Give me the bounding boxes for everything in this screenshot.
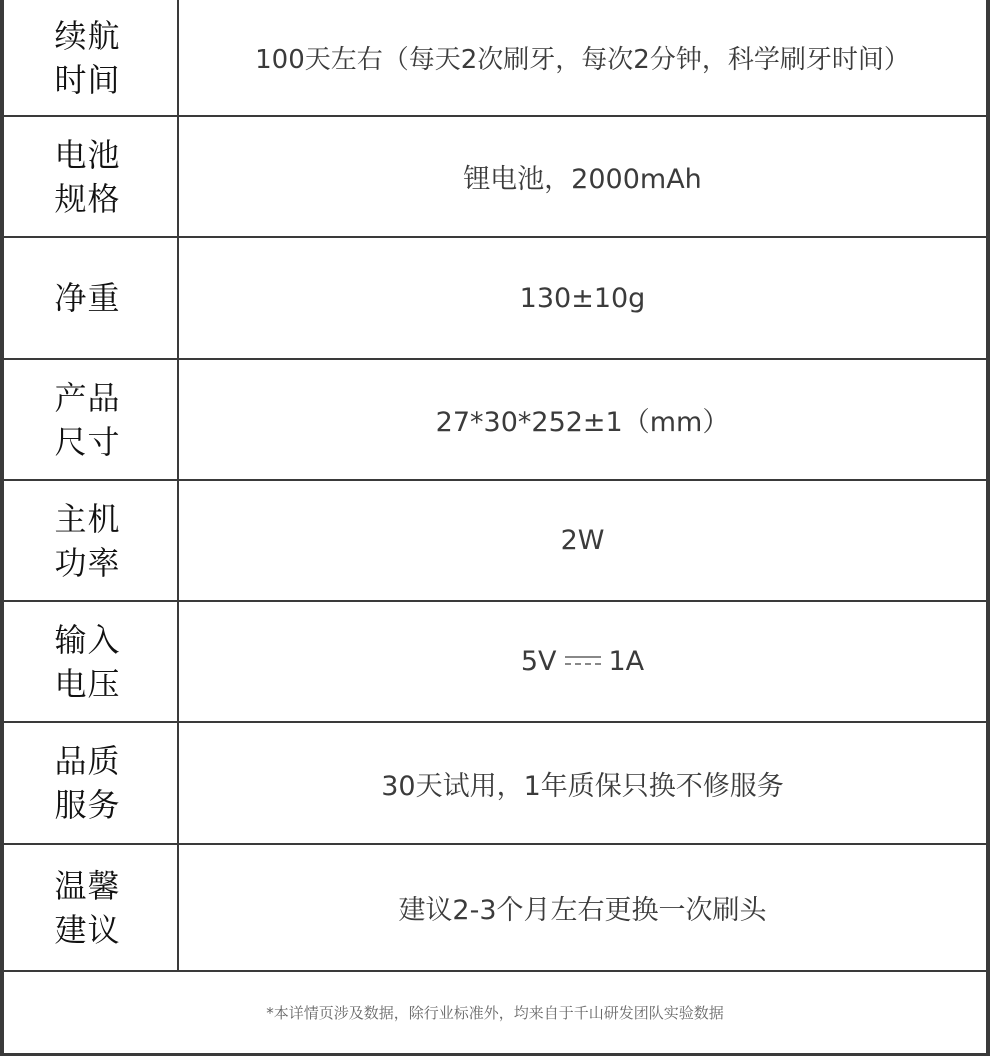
spec-label: 温馨 建议 bbox=[4, 844, 178, 971]
footnote: *本详情页涉及数据，除行业标准外，均来自于千山研发团队实验数据 bbox=[266, 1003, 724, 1022]
spec-value: 130±10g bbox=[178, 237, 986, 359]
spec-value: 30天试用，1年质保只换不修服务 bbox=[178, 722, 986, 844]
spec-row-input-voltage bbox=[4, 601, 986, 722]
spec-label: 电池 规格 bbox=[4, 116, 178, 237]
spec-value: 建议2-3个月左右更换一次刷头 bbox=[178, 844, 986, 971]
spec-label: 输入 电压 bbox=[4, 601, 178, 722]
spec-row-power bbox=[4, 480, 986, 601]
spec-label: 产品 尺寸 bbox=[4, 359, 178, 480]
spec-row-net-weight bbox=[4, 237, 986, 359]
spec-label: 续航 时间 bbox=[4, 0, 178, 116]
spec-row-dimensions bbox=[4, 359, 986, 480]
spec-label: 净重 bbox=[4, 237, 178, 359]
spec-row-quality-service bbox=[4, 722, 986, 844]
spec-row-battery-life bbox=[4, 0, 986, 116]
spec-value: 27*30*252±1（mm） bbox=[178, 359, 986, 480]
spec-label: 品质 服务 bbox=[4, 722, 178, 844]
voltage-value: 5V bbox=[520, 646, 557, 677]
spec-value bbox=[178, 601, 986, 722]
spec-value: 100天左右（每天2次刷牙，每次2分钟，科学刷牙时间） bbox=[178, 0, 986, 116]
spec-table bbox=[4, 0, 986, 972]
spec-value: 2W bbox=[178, 480, 986, 601]
spec-row-tip bbox=[4, 844, 986, 971]
spec-label: 主机 功率 bbox=[4, 480, 178, 601]
spec-value: 锂电池，2000mAh bbox=[178, 116, 986, 237]
dc-symbol-icon bbox=[565, 654, 601, 668]
spec-row-battery-spec bbox=[4, 116, 986, 237]
current-value: 1A bbox=[608, 646, 645, 677]
